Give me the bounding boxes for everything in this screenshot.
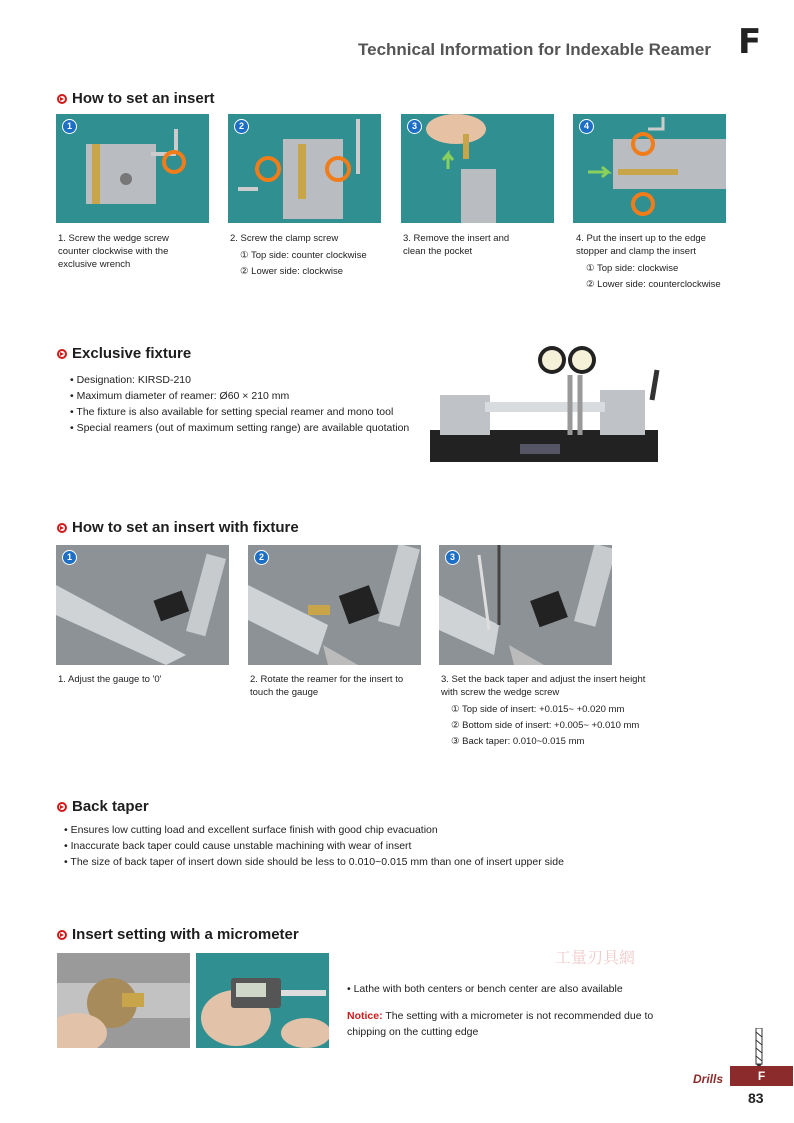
photo-fixture-step-3: 3	[439, 545, 612, 665]
section-title-micrometer: Insert setting with a micrometer	[57, 926, 299, 943]
photo-step-4: 4	[573, 114, 726, 223]
page-number: 83	[748, 1090, 764, 1106]
step-3-caption: 3. Remove the insert and clean the pocket	[403, 233, 510, 257]
section-marker-icon	[57, 349, 67, 359]
section-title-set-insert: How to set an insert	[57, 90, 215, 107]
micrometer-photo-2	[196, 953, 329, 1048]
fixture-step-2-caption: 2. Rotate the reamer for the insert to touch the gauge	[250, 674, 404, 698]
watermark-logo: 工量刃具網	[555, 950, 636, 967]
section-marker-icon	[57, 523, 67, 533]
photo-step-1: 1	[56, 114, 209, 223]
fixture-step-3-caption: 3. Set the back taper and adjust the insert height with screw the wedge screw ① Top side of insert: +0.015~ +0.020 mm ② Bottom side of insert: +0.005~ +0.010 mm ③ Back taper: 0.010~0.015 mm	[441, 674, 646, 747]
fixture-photo	[430, 340, 662, 464]
step-2-caption: 2. Screw the clamp screw ① Top side: counter clockwise ② Lower side: clockwise	[230, 233, 367, 277]
micrometer-photo-1	[57, 953, 190, 1048]
drill-icon	[750, 1028, 768, 1068]
section-title-with-fixture: How to set an insert with fixture	[57, 519, 299, 536]
chapter-letter: F	[738, 22, 762, 62]
section-marker-icon	[57, 930, 67, 940]
step-1-caption: 1. Screw the wedge screw counter clockwise with the exclusive wrench	[58, 233, 169, 270]
step-4-caption: 4. Put the insert up to the edge stopper and clamp the insert ① Top side: clockwise ② Lower side: counterclockwise	[576, 233, 721, 290]
micrometer-bullet: • Lathe with both centers or bench center are also available	[347, 981, 677, 997]
fixture-bullets: • Designation: KIRSD-210 • Maximum diameter of reamer: Ø60 × 210 mm • The fixture is also available for setting special reamer and mono tool • Special reamers (out of maximum setting range) are available quotation	[70, 372, 425, 436]
photo-step-2: 2	[228, 114, 381, 223]
section-title-back-taper: Back taper	[57, 798, 149, 815]
section-title-fixture: Exclusive fixture	[57, 345, 191, 362]
photo-fixture-step-1: 1	[56, 545, 229, 665]
back-taper-bullets: • Ensures low cutting load and excellent surface finish with good chip evacuation • Inaccurate back taper could cause unstable machining with wear of insert • The size of back taper of insert down side should be less to 0.010~0.015 mm than one of insert upper side	[64, 822, 704, 870]
section-marker-icon	[57, 94, 67, 104]
photo-fixture-step-2: 2	[248, 545, 421, 665]
page-header-title: Technical Information for Indexable Reamer	[358, 40, 711, 59]
photo-step-3: 3	[401, 114, 554, 223]
footer-section-name: Drills	[693, 1072, 724, 1086]
section-marker-icon	[57, 802, 67, 812]
micrometer-notice: Notice: The setting with a micrometer is not recommended due to chipping on the cutting edge	[347, 1010, 654, 1038]
fixture-step-1-caption: 1. Adjust the gauge to '0'	[58, 674, 162, 685]
footer-tab: F	[730, 1066, 793, 1086]
